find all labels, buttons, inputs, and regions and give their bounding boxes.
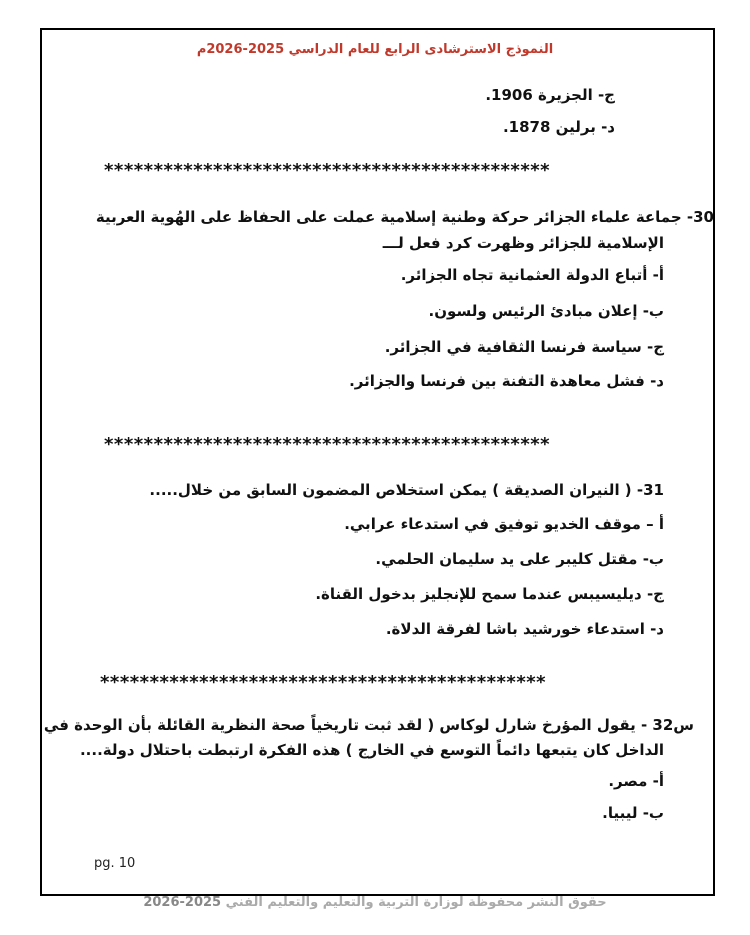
q30-text-line2: الإسلامية للجزائر وظهرت كرد فعل لـــ [382, 234, 664, 252]
q31-option-d: د- استدعاء خورشيد باشا لفرقة الدلاة. [385, 620, 664, 638]
separator-1: ********************************************* [104, 160, 551, 181]
separator-3: ********************************************* [100, 672, 547, 693]
footer-copyright [0, 896, 750, 910]
q31-option-b: ب- مقتل كليبر على يد سليمان الحلمي. [375, 550, 664, 568]
footer-rights-text: حقوق النشر محفوظة لوزارة التربية والتعليم والتعليم الفني [225, 895, 607, 910]
separator-2: ********************************************* [104, 434, 551, 455]
q30-option-c: ج- سياسة فرنسا الثقافية في الجزائر. [384, 338, 664, 356]
q29-option-d: د- برلين 1878. [502, 118, 615, 136]
q32-text-line2: الداخل كان يتبعها دائماً التوسع في الخارج ) هذه الفكرة ارتبطت باحتلال دولة.... [79, 741, 664, 759]
q30-option-a: أ- أتباع الدولة العثمانية تجاه الجزائر. [400, 266, 664, 284]
q31-text: 31- ( النيران الصديقة ) يمكن استخلاص المضمون السابق من خلال..... [149, 481, 664, 499]
q31-option-a: أ – موقف الخديو توفيق في استدعاء عرابي. [344, 515, 664, 533]
page-header-title: النموذج الاسترشادى الرابع للعام الدراسي 2025-2026م [196, 42, 554, 57]
q31-option-c: ج- ديليسيبس عندما سمح للإنجليز بدخول القناة. [315, 585, 664, 603]
q32-text-line1: س32 - يقول المؤرخ شارل لوكاس ( لقد ثبت تاريخياً صحة النظرية القائلة بأن الوحدة في [43, 716, 694, 734]
q32-option-b: ب- ليبيا. [602, 804, 664, 822]
q32-option-a: أ- مصر. [608, 772, 664, 790]
page-frame [40, 28, 715, 896]
footer-year: 2025-2026 [143, 895, 222, 910]
page-number: pg. 10 [94, 856, 136, 871]
q30-option-b: ب- إعلان مبادئ الرئيس ولسون. [428, 302, 664, 320]
q30-option-d: د- فشل معاهدة التفنة بين فرنسا والجزائر. [349, 372, 664, 390]
q29-option-c: ج- الجزيرة 1906. [485, 86, 615, 104]
q30-text-line1: 30- جماعة علماء الجزائر حركة وطنية إسلامية عملت على الحفاظ على الهُوية العربية [95, 208, 714, 226]
